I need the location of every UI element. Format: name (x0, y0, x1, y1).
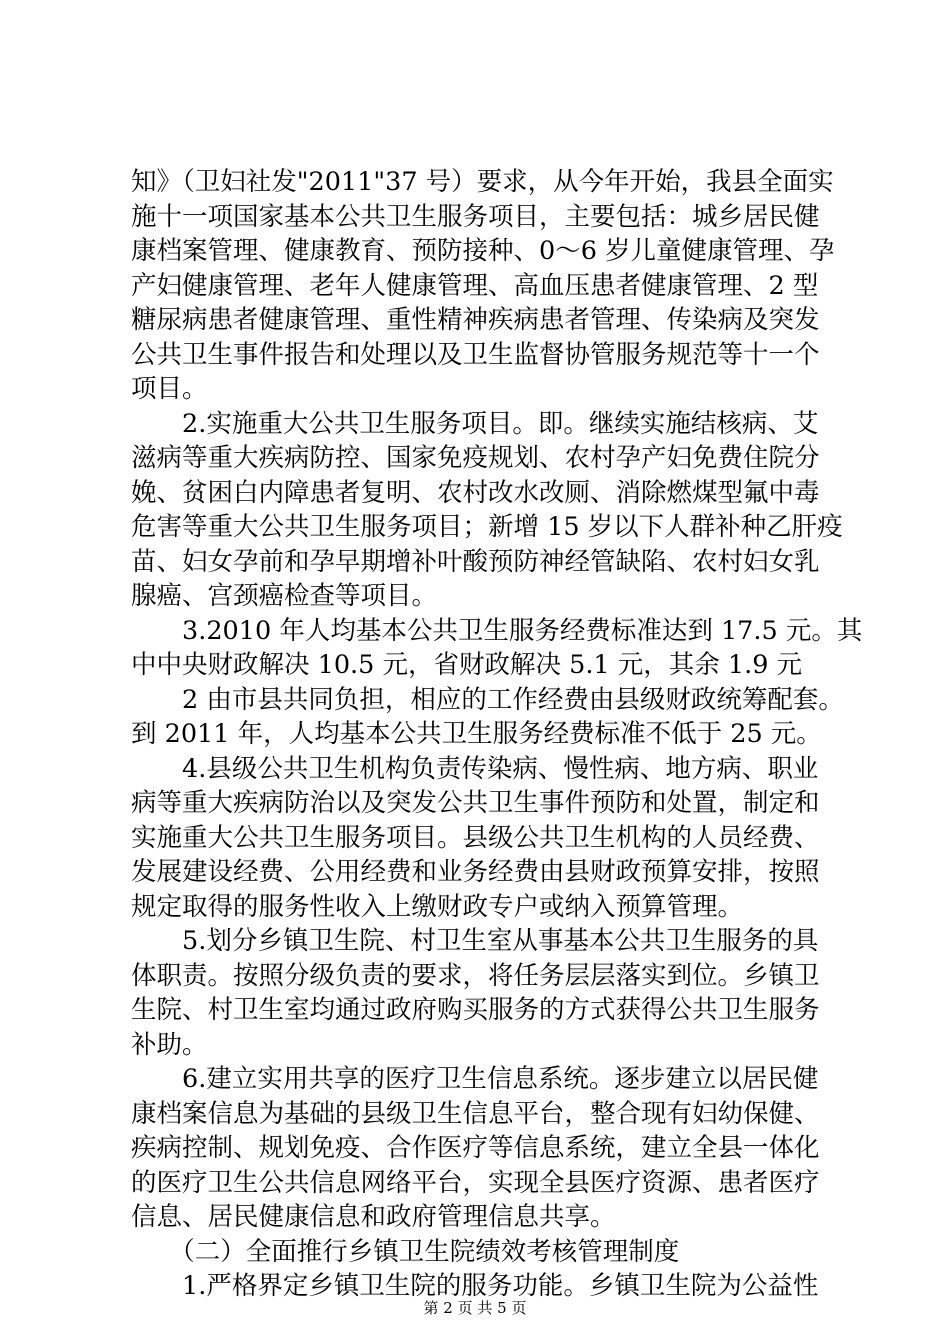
text-line: 康档案信息为基础的县级卫生信息平台，整合现有妇幼保健、 (131, 1099, 820, 1129)
text-line: 1.严格界定乡镇卫生院的服务功能。乡镇卫生院为公益性 (131, 1271, 819, 1301)
text-line: 疾病控制、规划免疫、合作医疗等信息系统，建立全县一体化 (131, 1133, 820, 1163)
text-line: 施十一项国家基本公共卫生服务项目，主要包括：城乡居民健 (131, 202, 820, 232)
text-line: 信息、居民健康信息和政府管理信息共享。 (131, 1202, 616, 1232)
text-line: 规定取得的服务性收入上缴财政专户或纳入预算管理。 (131, 892, 744, 922)
text-line: 体职责。按照分级负责的要求，将任务层层落实到位。乡镇卫 (131, 961, 820, 991)
text-line: 补助。 (131, 1030, 208, 1060)
text-line: 公共卫生事件报告和处理以及卫生监督协管服务规范等十一个 (131, 340, 820, 370)
text-line: 的医疗卫生公共信息网络平台，实现全县医疗资源、患者医疗 (131, 1168, 820, 1198)
text-line: 知》（卫妇社发"2011"37 号）要求，从今年开始，我县全面实 (131, 167, 834, 197)
text-line: 到 2011 年，人均基本公共卫生服务经费标准不低于 25 元。 (131, 719, 822, 749)
text-line: 3.2010 年人均基本公共卫生服务经费标准达到 17.5 元。其 (131, 616, 863, 646)
text-line: 4.县级公共卫生机构负责传染病、慢性病、地方病、职业 (131, 754, 819, 784)
text-line: 生院、村卫生室均通过政府购买服务的方式获得公共卫生服务 (131, 995, 820, 1025)
text-line: 糖尿病患者健康管理、重性精神疾病患者管理、传染病及突发 (131, 305, 820, 335)
text-line: 病等重大疾病防治以及突发公共卫生事件预防和处置，制定和 (131, 788, 820, 818)
text-line: 苗、妇女孕前和孕早期增补叶酸预防神经管缺陷、农村妇女乳 (131, 547, 820, 577)
text-line: 6.建立实用共享的医疗卫生信息系统。逐步建立以居民健 (131, 1064, 819, 1094)
text-line: 危害等重大公共卫生服务项目；新增 15 岁以下人群补种乙肝疫 (131, 512, 843, 542)
text-line: 产妇健康管理、老年人健康管理、高血压患者健康管理、2 型 (131, 271, 819, 301)
text-line: 2.实施重大公共卫生服务项目。即。继续实施结核病、艾 (131, 409, 819, 439)
text-line: （二）全面推行乡镇卫生院绩效考核管理制度 (131, 1237, 680, 1267)
text-line: 娩、贫困白内障患者复明、农村改水改厕、消除燃煤型氟中毒 (131, 478, 820, 508)
text-line: 实施重大公共卫生服务项目。县级公共卫生机构的人员经费、 (131, 823, 820, 853)
text-line: 中中央财政解决 10.5 元，省财政解决 5.1 元，其余 1.9 元 (131, 650, 803, 680)
text-line: 滋病等重大疾病防控、国家免疫规划、农村孕产妇免费住院分 (131, 443, 820, 473)
text-line: 康档案管理、健康教育、预防接种、0～6 岁儿童健康管理、孕 (131, 236, 835, 266)
text-line: 发展建设经费、公用经费和业务经费由县财政预算安排，按照 (131, 857, 820, 887)
text-line: 5.划分乡镇卫生院、村卫生室从事基本公共卫生服务的具 (131, 926, 819, 956)
text-line: 腺癌、宫颈癌检查等项目。 (131, 581, 438, 611)
text-line: 2 由市县共同负担，相应的工作经费由县级财政统筹配套。 (131, 685, 844, 715)
page-footer: 第 2 页 共 5 页 (423, 1299, 527, 1317)
text-line: 项目。 (131, 374, 208, 404)
